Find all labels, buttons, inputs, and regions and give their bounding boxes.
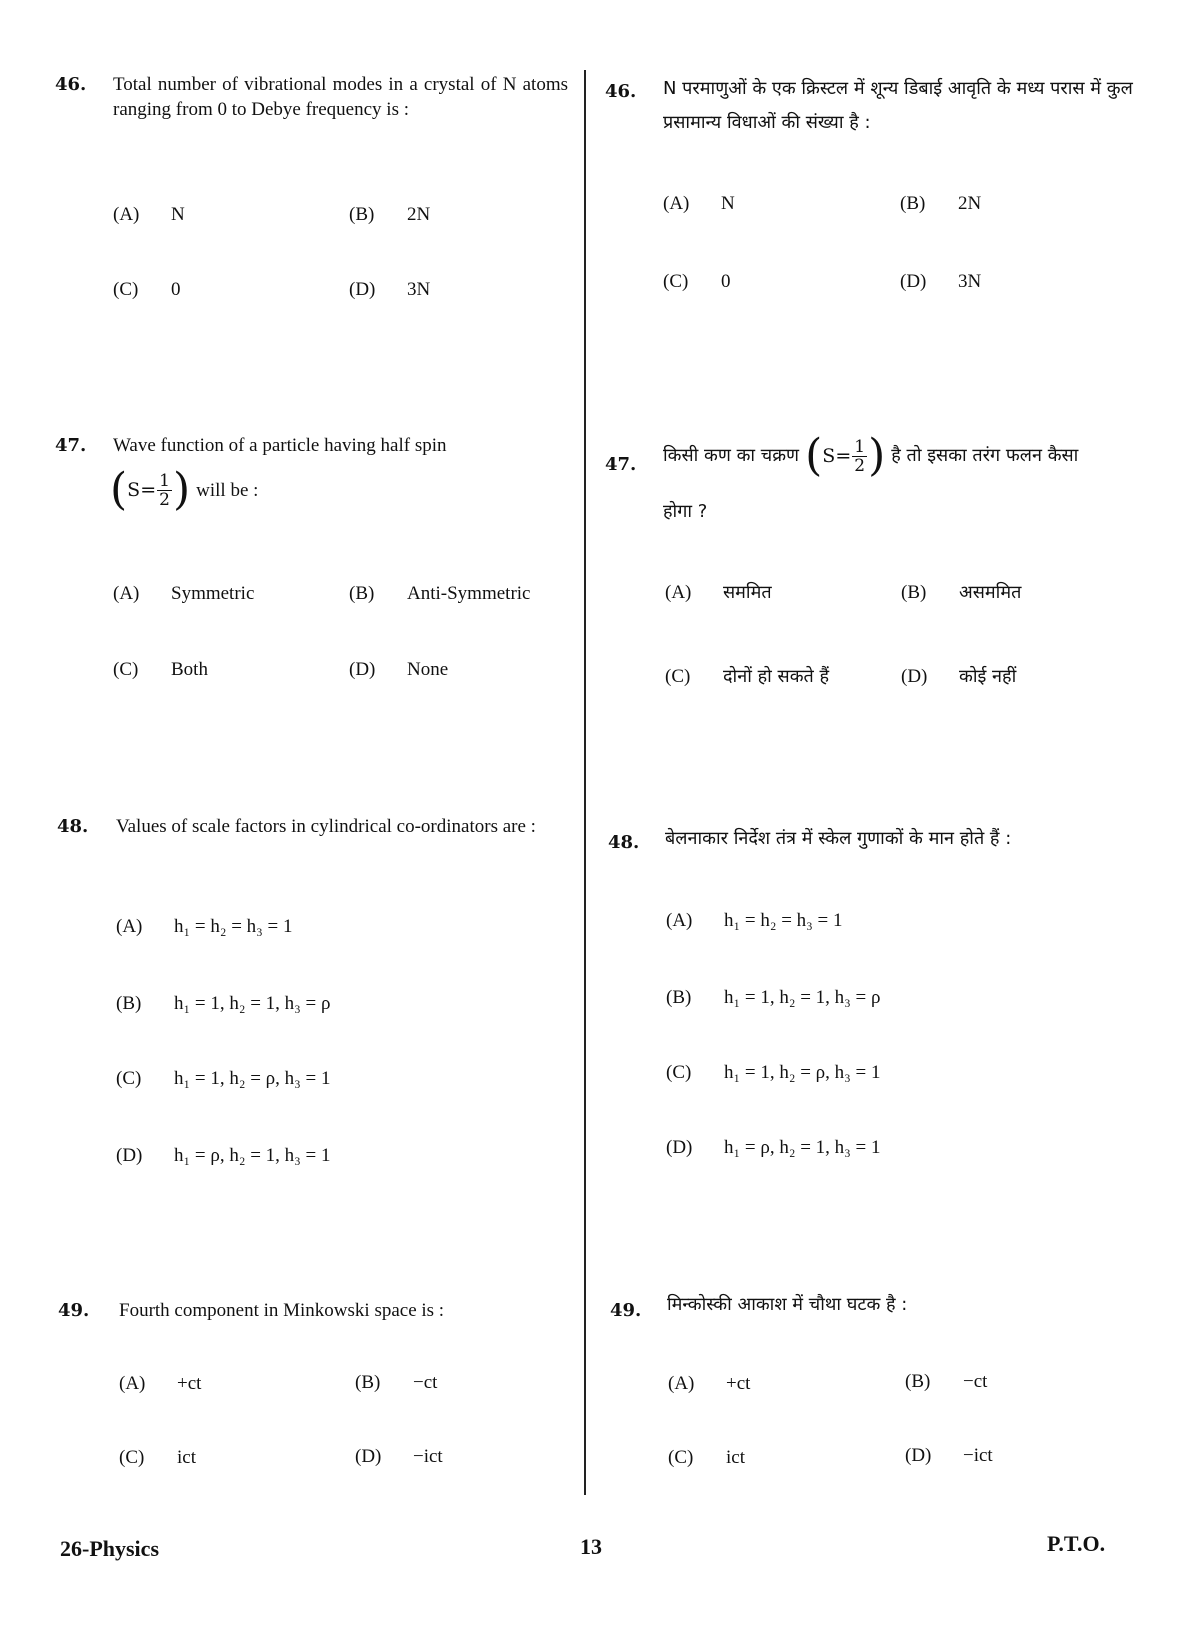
footer-pto: P.T.O.: [1047, 1531, 1106, 1556]
q47-option-d-en: (D) None: [349, 659, 449, 680]
q49-number-en: 49.: [58, 1300, 90, 1321]
q46-option-d-hi: (D) 3N: [900, 271, 982, 292]
q48-text-en: Values of scale factors in cylindrical co-ordinators are :: [116, 816, 536, 837]
q47-tail-en: will be :: [196, 479, 259, 501]
q46-text-en: Total number of vibrational modes in a crystal of N atoms ranging from 0 to Debye frequency is :: [113, 74, 568, 120]
q49-option-b-hi: (B) −ct: [905, 1371, 988, 1392]
q46-option-a-en: (A) N: [113, 204, 185, 225]
q47-text-en: Wave function of a particle having half spin: [113, 435, 447, 456]
q46-option-c-en: (C) 0: [113, 279, 181, 300]
q47-text-hi: किसी कण का चक्रण ( S= $\frac{1}{2}$ ) है तो इसका तरंग फलन कैसा: [663, 430, 1079, 481]
q48-option-c-hi: (C) h₁ = 1, h₂ = ρ, h₃ = 1: [666, 1062, 881, 1083]
q48-option-c-en: (C) h₁ = 1, h₂ = ρ, h₃ = 1: [116, 1068, 331, 1089]
q49-option-c-hi: (C) ict: [668, 1447, 745, 1468]
q47-option-d-hi: (D) कोई नहीं: [901, 666, 1017, 687]
q49-option-a-hi: (A) +ct: [668, 1373, 751, 1394]
q48-option-a-hi: (A) h₁ = h₂ = h₃ = 1: [666, 910, 843, 931]
q46-option-a-hi: (A) N: [663, 193, 735, 214]
q48-option-b-en: (B) h₁ = 1, h₂ = 1, h₃ = ρ: [116, 993, 331, 1014]
q46-text-hi: N परमाणुओं के एक क्रिस्टल में शून्य डिबाई आवृति के मध्य परास में कुल प्रसामान्य विधाओं की संख्या है :: [663, 78, 1133, 133]
q46-option-c-hi: (C) 0: [663, 271, 731, 292]
q47-option-c-hi: (C) दोनों हो सकते हैं: [665, 666, 830, 687]
q47-spin-expression-en: ( S= $\frac{1}{2}$ ) will be :: [110, 464, 259, 515]
q47-option-a-en: (A) Symmetric: [113, 583, 255, 604]
q46-option-d-en: (D) 3N: [349, 279, 431, 300]
column-divider: [584, 70, 586, 1495]
q46-number-hi: 46.: [605, 81, 637, 102]
q47-option-c-en: (C) Both: [113, 659, 208, 680]
q48-number-hi: 48.: [608, 832, 640, 853]
q48-text-hi: बेलनाकार निर्देश तंत्र में स्केल गुणाकों के मान होते हैं :: [665, 828, 1012, 849]
q49-text-en: Fourth component in Minkowski space is :: [119, 1300, 445, 1321]
q49-option-c-en: (C) ict: [119, 1447, 196, 1468]
footer-page-number: 13: [580, 1534, 602, 1559]
q49-number-hi: 49.: [610, 1300, 642, 1321]
q46-number-en: 46.: [55, 74, 87, 95]
q47-number-hi: 47.: [605, 454, 637, 475]
q48-option-d-en: (D) h₁ = ρ, h₂ = 1, h₃ = 1: [116, 1145, 331, 1166]
q47-option-a-hi: (A) सममित: [665, 582, 772, 603]
q48-option-d-hi: (D) h₁ = ρ, h₂ = 1, h₃ = 1: [666, 1137, 881, 1158]
q48-option-b-hi: (B) h₁ = 1, h₂ = 1, h₃ = ρ: [666, 987, 881, 1008]
q47-text-hi-line2: होगा ?: [663, 501, 708, 522]
q47-option-b-en: (B) Anti-Symmetric: [349, 583, 531, 604]
q49-text-hi: मिन्कोस्की आकाश में चौथा घटक है :: [667, 1294, 908, 1315]
q47-option-b-hi: (B) असममित: [901, 582, 1022, 603]
footer-subject: 26-Physics: [60, 1536, 159, 1561]
q49-option-a-en: (A) +ct: [119, 1373, 202, 1394]
q49-option-d-en: (D) −ict: [355, 1446, 443, 1467]
q48-number-en: 48.: [57, 816, 89, 837]
q46-option-b-hi: (B) 2N: [900, 193, 982, 214]
q47-number-en: 47.: [55, 435, 87, 456]
q49-option-d-hi: (D) −ict: [905, 1445, 993, 1466]
q49-option-b-en: (B) −ct: [355, 1372, 438, 1393]
q46-option-b-en: (B) 2N: [349, 204, 431, 225]
q48-option-a-en: (A) h₁ = h₂ = h₃ = 1: [116, 916, 293, 937]
